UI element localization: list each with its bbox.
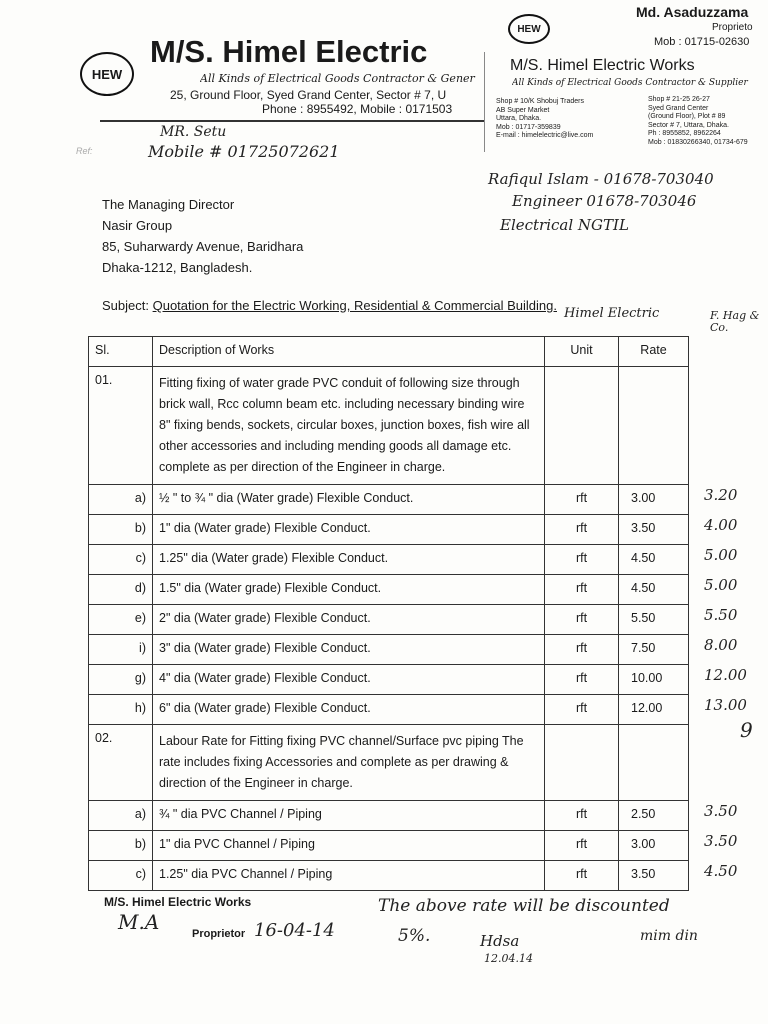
owner-name: Md. Asaduzzama [636,4,749,20]
company-name-right: M/S. Himel Electric Works [510,57,695,74]
owner-mobile: Mob : 01715-02630 [654,36,750,48]
recipient-line: Nasir Group [102,218,173,233]
himel-logo-right: HEW [508,14,550,44]
item-unit [545,515,619,545]
handwritten-rate: 3.20 [704,486,738,504]
quotation-table [88,336,689,891]
item-unit-text: rft [575,867,588,881]
shop-address-2 [648,96,768,147]
footer-proprietor: Proprietor [192,928,246,940]
item-unit-text: rft [575,611,588,625]
item-sl-text: b) [134,521,146,535]
item-rate-text: 3.00 [631,837,656,851]
header-sl [89,337,153,367]
table-row [89,635,689,665]
item-unit [545,485,619,515]
handwritten-rate: 5.00 [704,576,738,594]
item-unit-text: rft [575,581,588,595]
item-desc-text: 1" dia PVC Channel / Piping [159,837,315,851]
item-unit-text: rft [575,807,588,821]
recipient-line: 85, Suharwardy Avenue, Baridhara [102,239,304,254]
item-sl-text: i) [139,641,146,655]
item-desc [153,485,545,515]
item-sl [89,545,153,575]
handwritten-rate: 5.50 [704,606,738,624]
item-desc [153,515,545,545]
company-tagline-left: All Kinds of Electrical Goods Contractor & Gener [200,72,475,85]
item-rate [619,575,689,605]
item-unit [545,695,619,725]
header-rate-text: Rate [640,343,667,357]
company-tagline-right: All Kinds of Electrical Goods Contractor & Supplier [512,78,748,88]
handwritten-rafiqul: Rafiqul Islam - 01678-703040 [488,170,714,188]
company-name-left: M/S. Himel Electric [150,34,428,69]
section-desc [153,725,545,801]
recipient-line: Dhaka-1212, Bangladesh. [102,260,253,275]
item-desc-text: 1.25" dia (Water grade) Flexible Conduct. [159,551,389,565]
handwritten-engineer: Engineer 01678-703046 [512,192,697,210]
item-sl-text: g) [134,671,146,685]
item-rate [619,635,689,665]
item-unit-text: rft [575,701,588,715]
item-desc [153,605,545,635]
item-sl-text: c) [135,867,146,881]
item-rate-text: 12.00 [631,701,663,715]
item-rate-text: 5.50 [631,611,656,625]
shop1-line: Uttara, Dhaka. [496,115,542,122]
handwritten-rate: 8.00 [704,636,738,654]
item-sl-text: a) [134,491,146,505]
footer-signature: M.A [118,910,160,934]
section-desc-text: Labour Rate for Fitting fixing PVC channel/Surface pvc piping The rate includes fixing Accessories and complete as per drawing & direction of the Engineer in charge. [159,734,524,790]
table-row [89,545,689,575]
item-unit [545,575,619,605]
item-unit-text: rft [575,641,588,655]
handwritten-rate: 4.50 [704,862,738,880]
shop1-line: AB Super Market [496,106,550,114]
item-desc [153,545,545,575]
item-sl [89,485,153,515]
shop1-line: Shop # 10/K Shobuj Traders [496,98,584,105]
ref-label: Ref: [76,146,93,156]
recipient-block [102,194,303,278]
item-unit-text: rft [575,521,588,535]
handwritten-rate: 3.50 [704,802,738,820]
item-rate-text: 3.50 [631,521,656,535]
item-desc [153,575,545,605]
handwritten-note-line2: 5%. [398,926,431,946]
handwritten-himel: Himel Electric [564,306,660,321]
header-description-text: Description of Works [159,343,275,357]
letterhead-rule [100,120,484,122]
subject-label: Subject: [102,298,149,313]
item-rate [619,665,689,695]
empty-cell [619,725,689,801]
handwritten-date2: 12.04.14 [484,952,533,965]
item-sl [89,635,153,665]
item-sl [89,575,153,605]
item-desc-text: 6" dia (Water grade) Flexible Conduct. [159,701,371,715]
handwritten-rate: 13.00 [704,696,747,714]
section-sl [89,367,153,485]
handwritten-rate: 4.00 [704,516,738,534]
handwritten-rate: 5.00 [704,546,738,564]
shop2-line: Sector # 7, Uttara, Dhaka. [648,121,729,129]
item-sl-text: a) [134,807,146,821]
recipient-line: The Managing Director [102,197,235,212]
shop1-line: Mob : 01717-359839 [496,123,561,131]
table-row [89,575,689,605]
footer-company: M/S. Himel Electric Works [104,895,252,909]
item-sl [89,515,153,545]
section-row [89,725,689,801]
item-desc [153,665,545,695]
subject-text: Quotation for the Electric Working, Residential & Commercial Building. [152,298,557,313]
item-unit [545,665,619,695]
header-rate [619,337,689,367]
subject-line [102,298,557,313]
table-row [89,695,689,725]
item-desc [153,801,545,831]
table-row [89,605,689,635]
item-sl [89,861,153,891]
table-row [89,515,689,545]
item-rate-text: 2.50 [631,807,656,821]
item-unit [545,831,619,861]
item-desc-text: 4" dia (Water grade) Flexible Conduct. [159,671,371,685]
item-desc-text: 2" dia (Water grade) Flexible Conduct. [159,611,371,625]
item-rate [619,801,689,831]
handwritten-initials: Hdsa [480,932,520,950]
item-unit [545,545,619,575]
item-desc [153,635,545,665]
footer-date: 16-04-14 [254,920,335,941]
item-desc [153,831,545,861]
shop2-line: Syed Grand Center [648,104,709,112]
item-desc-text: 1.25" dia PVC Channel / Piping [159,867,333,881]
header-sl-text: Sl. [95,343,110,357]
item-sl-text: b) [134,837,146,851]
item-desc-text: ½ " to ¾ " dia (Water grade) Flexible Conduct. [159,491,414,505]
item-desc-text: ¾ " dia PVC Channel / Piping [159,807,322,821]
item-rate [619,861,689,891]
item-sl [89,801,153,831]
item-rate [619,485,689,515]
shop2-line: Mob : 01830266340, 01734-679 [648,138,748,146]
item-sl-text: c) [135,551,146,565]
empty-cell [619,367,689,485]
handwritten-mark: 9 [740,718,753,742]
item-rate [619,605,689,635]
shop2-line: Shop # 21-25 26-27 [648,96,710,103]
company-address-left: 25, Ground Floor, Syed Grand Center, Sector # 7, U [170,88,447,102]
table-row [89,831,689,861]
item-rate [619,545,689,575]
header-unit [545,337,619,367]
owner-role: Proprieto [712,22,753,33]
item-unit-text: rft [575,551,588,565]
item-rate-text: 3.00 [631,491,656,505]
shop-address-1 [496,98,618,141]
shop1-line: E-mail : himelelectric@live.com [496,132,594,139]
item-desc-text: 1" dia (Water grade) Flexible Conduct. [159,521,371,535]
item-unit-text: rft [575,671,588,685]
handwritten-mobile: Mobile # 01725072621 [148,142,340,161]
table-row [89,665,689,695]
handwritten-rate: 12.00 [704,666,747,684]
item-sl [89,695,153,725]
item-unit [545,605,619,635]
item-rate [619,515,689,545]
table-header-row [89,337,689,367]
handwritten-signature-right: mim din [640,928,698,944]
handwritten-rate: 3.50 [704,832,738,850]
item-sl-text: d) [134,581,146,595]
item-rate [619,695,689,725]
section-sl-text: 01. [95,373,113,387]
item-sl [89,605,153,635]
handwritten-dept: Electrical NGTIL [500,216,629,234]
table-row [89,801,689,831]
header-unit-text: Unit [570,343,593,357]
empty-cell [545,725,619,801]
item-desc [153,861,545,891]
item-sl-text: h) [134,701,146,715]
letterhead-rule-right [484,52,485,152]
section-sl [89,725,153,801]
item-sl-text: e) [134,611,146,625]
company-phone-left: Phone : 8955492, Mobile : 0171503 [262,102,453,116]
handwritten-fhag: F. Hag & Co. [710,309,760,334]
handwritten-mr-setu: MR. Setu [160,124,227,140]
item-desc-text: 3" dia (Water grade) Flexible Conduct. [159,641,371,655]
shop2-line: Ph : 8955852, 8962264 [648,130,721,137]
item-rate-text: 7.50 [631,641,656,655]
section-row [89,367,689,485]
shop2-line: (Ground Floor), Plot # 89 [648,113,726,120]
item-unit [545,801,619,831]
item-unit-text: rft [575,491,588,505]
himel-logo-left: HEW [80,52,134,96]
item-desc-text: 1.5" dia (Water grade) Flexible Conduct. [159,581,382,595]
item-sl [89,831,153,861]
item-unit-text: rft [575,837,588,851]
section-desc [153,367,545,485]
item-rate-text: 3.50 [631,867,656,881]
section-desc-text: Fitting fixing of water grade PVC conduit of following size through brick wall, Rcc column beam etc. including necessary binding wire 8" fixing bends, sockets, circular boxes, junction boxes, fish wire all other accessories and including mending goods all damage etc. complete as per direction of the Engineer in charge. [159,376,530,474]
item-rate [619,831,689,861]
item-rate-text: 4.50 [631,551,656,565]
handwritten-note-line1: The above rate will be discounted [378,896,670,916]
item-sl [89,665,153,695]
item-rate-text: 10.00 [631,671,663,685]
table-row [89,485,689,515]
empty-cell [545,367,619,485]
item-desc [153,695,545,725]
item-unit [545,861,619,891]
table-row [89,861,689,891]
item-unit [545,635,619,665]
header-description [153,337,545,367]
section-sl-text: 02. [95,731,113,745]
item-rate-text: 4.50 [631,581,656,595]
